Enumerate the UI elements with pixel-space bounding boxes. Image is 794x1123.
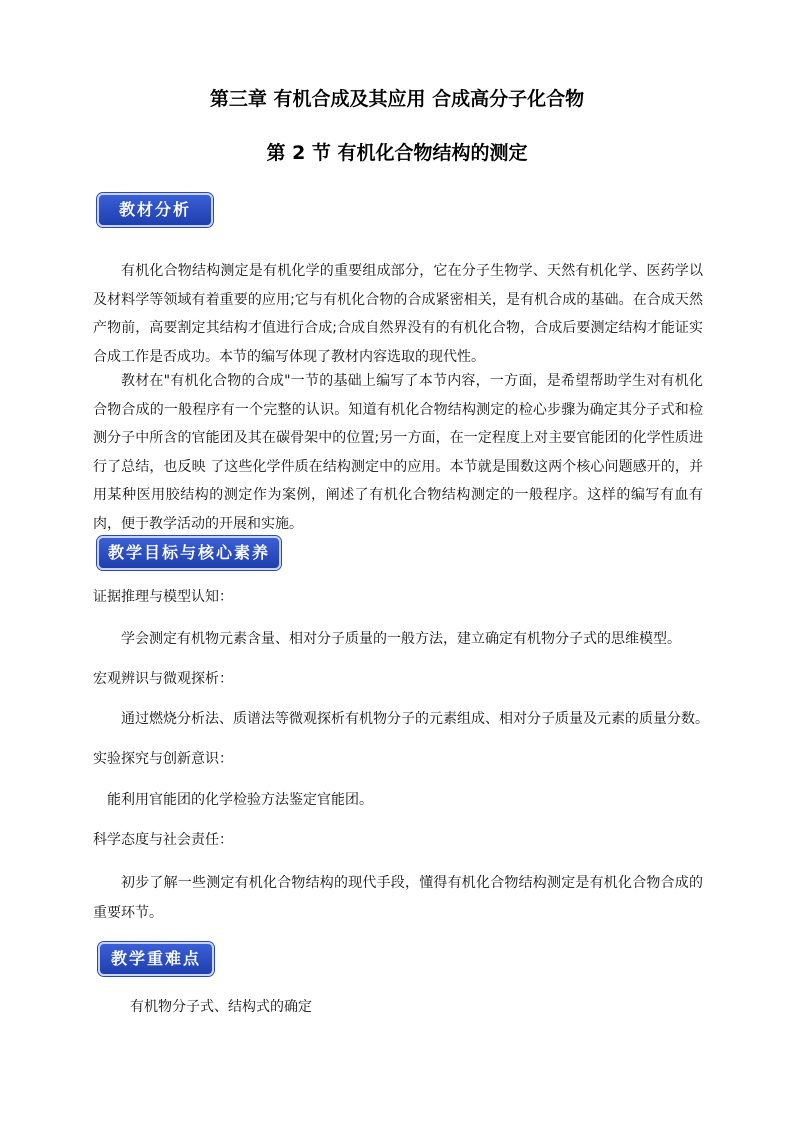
goal-text-evidence-reasoning: 学会测定有机物元素含量、相对分子质量的一般方法，建立确定有机物分子式的思维模型。 [121,631,681,647]
goal-label-evidence-reasoning: 证据推理与模型认知： [93,589,233,605]
keypoints-banner: 教学重难点 [98,942,214,976]
section-title: 第 2 节 有机化合物结构的测定 [266,142,528,164]
keypoints-text: 有机物分子式、结构式的确定 [130,999,312,1015]
chapter-title: 第三章 有机合成及其应用 合成高分子化合物 [209,88,585,110]
goal-text-science-attitude: 初步了解一些测定有机化合物结构的现代手段，懂得有机化合物结构测定是有机化合物合成的重要环节。 [93,875,703,921]
analysis-paragraph-2: 教材在"有机化合物的合成"一节的基础上编写了本节内容，一方面，是希望帮助学生对有机化合物合成的一般程序有一个完整的认识。知道有机化合物结构测定的检心步骤为确定其分子式和检测分子中所含的官能团及其在碳骨架中的位置;另一方面，在一定程度上对主要官能团的化学性质进行了总结，也反映 了这些化学件质在结构测定中的应用。本节就是围数这两个核心问题感开的，并用某种医用胶结构的测定作为案例，阐述了有机化合物结构测定的一般程序。这样的编写有血有肉，便于教学活动的开展和实施。 [93,373,703,532]
goals-banner: 教学目标与核心素养 [97,536,281,570]
goal-label-science-attitude: 科学态度与社会责任： [93,832,233,848]
goal-text-macro-micro: 通过燃烧分析法、质谱法等微观探析有机物分子的元素组成、相对分子质量及元素的质量分数。 [121,711,709,727]
analysis-paragraph-1: 有机化合物结构测定是有机化学的重要组成部分，它在分子生物学、天然有机化学、医药学以及材料学等领域有着重要的应用;它与有机化合物的合成紧密相关，是有机合成的基础。在合成天然产物前，高要割定其结构才值进行合成;合成自然界没有的有机化合物，合成后要测定结构才能证实合成工作是否成功。本节的编写体现了教材内容选取的现代性。 [93,263,703,365]
goal-label-macro-micro: 宏观辨识与微观探析： [93,671,233,687]
goal-label-experiment-innovation: 实验探究与创新意识： [93,751,233,767]
goal-text-experiment-innovation: 能利用官能团的化学检验方法鉴定官能团。 [107,792,373,808]
analysis-banner: 教材分析 [97,193,213,227]
